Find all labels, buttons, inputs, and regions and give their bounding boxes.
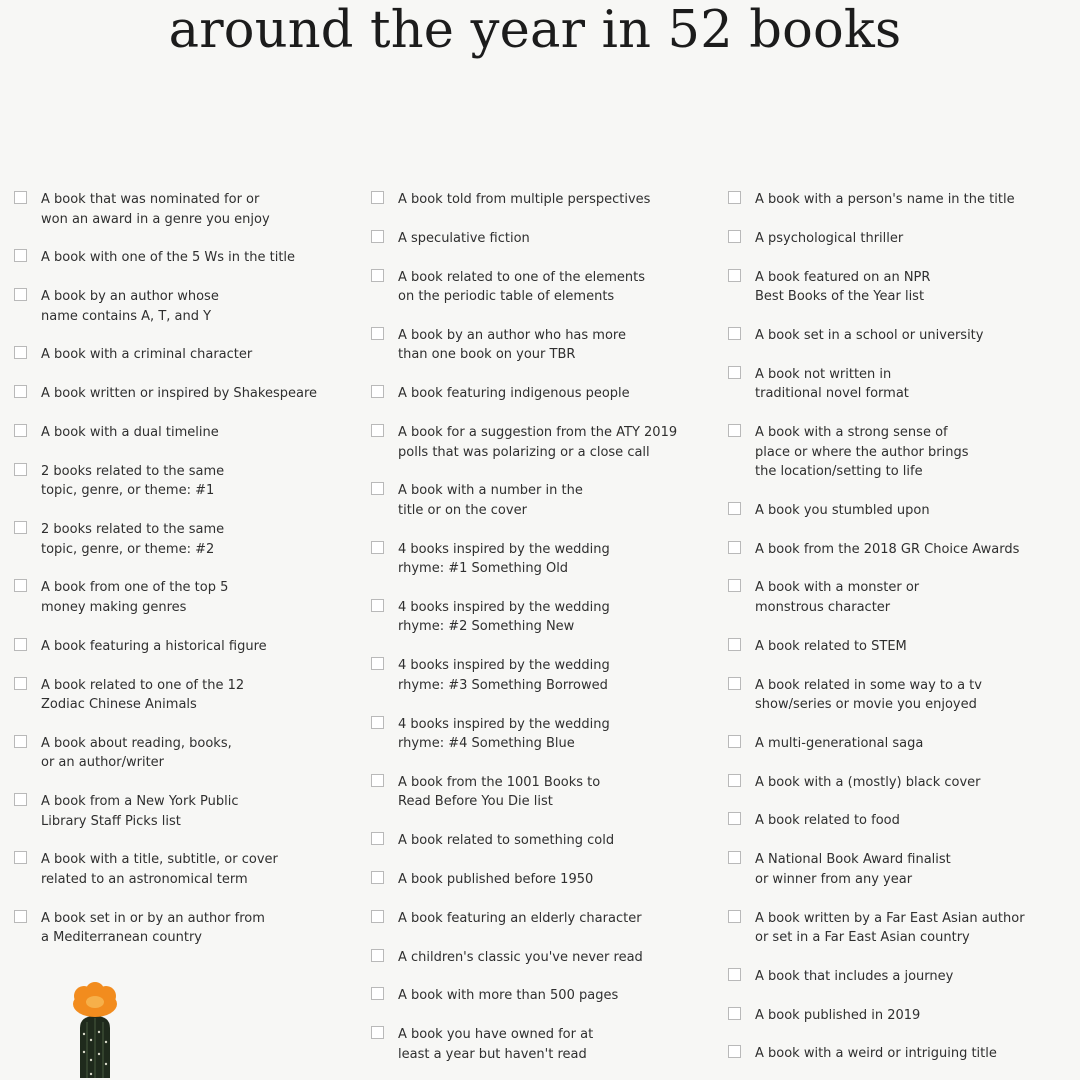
checklist-item-label: 2 books related to the same topic, genre, or theme: #1 — [41, 463, 225, 499]
checklist-item-label: A psychological thriller — [755, 230, 904, 246]
checkbox[interactable] — [14, 191, 27, 204]
checklist-item-label: A book set in a school or university — [755, 327, 984, 343]
checkbox[interactable] — [14, 793, 27, 806]
checkbox[interactable] — [728, 638, 741, 651]
checkbox[interactable] — [371, 774, 384, 787]
checklist-item-label: A book related to one of the elements on the periodic table of elements — [398, 269, 645, 305]
page-title: around the year in 52 books — [168, 1, 902, 60]
checkbox[interactable] — [728, 541, 741, 554]
checklist-item-label: A book with a (mostly) black cover — [755, 774, 981, 790]
column-3 — [728, 0, 1078, 1080]
checklist-item-label: A book with a person's name in the title — [755, 192, 1015, 207]
checklist-item-label: A book with more than 500 pages — [398, 988, 619, 1004]
checkbox[interactable] — [371, 1026, 384, 1039]
checklist-item-label: 4 books inspired by the wedding rhyme: #4 Something Blue — [398, 716, 610, 751]
checklist-item-label: A speculative fiction — [398, 230, 530, 246]
checklist-item-label: A book with a criminal character — [41, 347, 253, 363]
checklist-item-label: A book with a number in the title or on the cover — [398, 483, 583, 518]
checklist-item-label: A book with a dual timeline — [41, 425, 219, 440]
checklist-item-label: A book related to something cold — [398, 833, 615, 849]
checkbox[interactable] — [371, 424, 384, 437]
checkbox[interactable] — [371, 910, 384, 923]
checklist-item-label: A book from the 2018 GR Choice Awards — [755, 541, 1020, 557]
checklist-item-label: A book that includes a journey — [755, 968, 954, 984]
checkbox[interactable] — [728, 327, 741, 340]
checkbox[interactable] — [728, 230, 741, 243]
checkbox[interactable] — [14, 851, 27, 864]
checklist-item-label: A book featured on an NPR Best Books of the Year list — [755, 269, 931, 305]
checkbox[interactable] — [371, 541, 384, 554]
checkbox[interactable] — [371, 482, 384, 495]
checkbox[interactable] — [371, 269, 384, 282]
checkbox[interactable] — [728, 851, 741, 864]
checklist-item-label: A book from the 1001 Books to Read Before You Die list — [398, 774, 601, 810]
checklist-item-label: 4 books inspired by the wedding rhyme: #3 Something Borrowed — [398, 658, 610, 693]
checklist-item-label: A book you stumbled upon — [755, 502, 930, 518]
checkbox[interactable] — [14, 346, 27, 359]
checklist-item-label: A book related in some way to a tv show/series or movie you enjoyed — [755, 677, 982, 712]
checklist-item-label: A book published before 1950 — [398, 871, 594, 887]
cactus-flower-icon — [68, 982, 128, 1080]
checklist-item-label: A book not written in traditional novel format — [755, 366, 909, 402]
checklist-item-label: A multi-generational saga — [755, 735, 924, 751]
checkbox[interactable] — [14, 463, 27, 476]
checkbox[interactable] — [14, 910, 27, 923]
checkbox[interactable] — [728, 1007, 741, 1020]
checkbox[interactable] — [14, 638, 27, 651]
checklist-item-label: A children's classic you've never read — [398, 949, 643, 965]
checkbox[interactable] — [728, 910, 741, 923]
checkbox[interactable] — [371, 657, 384, 670]
checklist-item-label: 4 books inspired by the wedding rhyme: #1 Something Old — [398, 541, 610, 577]
checklist-item-label: A book told from multiple perspectives — [398, 192, 651, 207]
checklist-item-label: A book published in 2019 — [755, 1007, 921, 1023]
checkbox[interactable] — [14, 385, 27, 398]
checklist-item-label: A book you have owned for at least a year but haven't read — [398, 1027, 594, 1062]
checklist-item-label: A book with a weird or intriguing title — [755, 1046, 997, 1062]
checkbox[interactable] — [728, 269, 741, 282]
checkbox[interactable] — [371, 191, 384, 204]
checklist-item-label: 4 books inspired by the wedding rhyme: #2 Something New — [398, 599, 610, 635]
checklist-item-label: 2 books related to the same topic, genre, or theme: #2 — [41, 522, 225, 557]
checkbox[interactable] — [14, 249, 27, 262]
checklist-item-label: A book that was nominated for or won an award in a genre you enjoy — [41, 192, 270, 227]
checkbox[interactable] — [728, 366, 741, 379]
checklist-item-label: A book related to STEM — [755, 638, 907, 654]
checkbox[interactable] — [371, 987, 384, 1000]
checkbox[interactable] — [371, 832, 384, 845]
checkbox[interactable] — [14, 677, 27, 690]
checkbox[interactable] — [728, 191, 741, 204]
checkbox[interactable] — [728, 774, 741, 787]
checkbox[interactable] — [728, 812, 741, 825]
checklist-item-label: A book related to one of the 12 Zodiac Chinese Animals — [41, 677, 245, 712]
checkbox[interactable] — [14, 735, 27, 748]
checklist-item-label: A book from a New York Public Library Staff Picks list — [41, 794, 239, 829]
checkbox[interactable] — [728, 968, 741, 981]
checkbox[interactable] — [14, 424, 27, 437]
checklist-item-label: A book related to food — [755, 813, 900, 829]
checkbox[interactable] — [728, 677, 741, 690]
checklist-item-label: A National Book Award finalist or winner from any year — [755, 852, 951, 887]
checklist-item-label: A book about reading, books, or an author/writer — [41, 735, 232, 771]
checkbox[interactable] — [371, 716, 384, 729]
checklist-item-label: A book with a title, subtitle, or cover related to an astronomical term — [41, 852, 278, 887]
checkbox[interactable] — [371, 230, 384, 243]
checkbox[interactable] — [728, 735, 741, 748]
checklist-item-label: A book written by a Far East Asian author or set in a Far East Asian country — [755, 910, 1025, 945]
checklist-item-label: A book featuring indigenous people — [398, 386, 630, 402]
checkbox[interactable] — [14, 288, 27, 301]
checklist-item-label: A book by an author who has more than one book on your TBR — [398, 327, 626, 363]
checklist-item-label: A book by an author whose name contains A, T, and Y — [41, 289, 219, 324]
checklist-item-label: A book for a suggestion from the ATY 2019 polls that was polarizing or a close call — [398, 425, 678, 460]
checklist-item-label: A book from one of the top 5 money making genres — [41, 580, 229, 615]
checklist-item-label: A book with a strong sense of place or where the author brings the location/setting to life — [755, 425, 969, 479]
checklist-item-label: A book set in or by an author from a Mediterranean country — [41, 910, 265, 946]
checkbox[interactable] — [14, 579, 27, 592]
checkbox[interactable] — [728, 579, 741, 592]
checkbox[interactable] — [371, 599, 384, 612]
checkbox[interactable] — [371, 327, 384, 340]
checklist-item-label: A book with a monster or monstrous character — [755, 580, 920, 615]
checkbox[interactable] — [371, 385, 384, 398]
checkbox[interactable] — [371, 949, 384, 962]
checkbox[interactable] — [728, 1045, 741, 1058]
column-2 — [371, 0, 721, 1080]
checkbox[interactable] — [728, 424, 741, 437]
checkbox[interactable] — [14, 521, 27, 534]
checkbox[interactable] — [728, 502, 741, 515]
checklist-item-label: A book featuring a historical figure — [41, 638, 267, 654]
checklist-item-label: A book with one of the 5 Ws in the title — [41, 250, 296, 266]
checklist-item-label: A book written or inspired by Shakespeare — [41, 386, 318, 402]
checkbox[interactable] — [371, 871, 384, 884]
column-1 — [14, 0, 364, 1080]
checklist-item-label: A book featuring an elderly character — [398, 910, 642, 926]
